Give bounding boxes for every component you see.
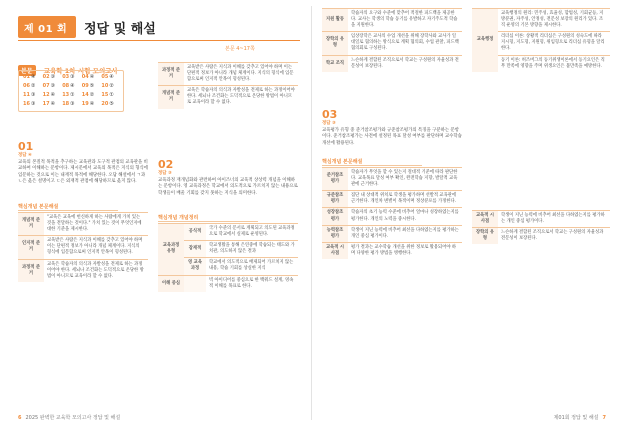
question-number: 01 xyxy=(18,140,34,153)
answer-key-cell: 10② xyxy=(101,83,114,89)
answer-key-cell: 06② xyxy=(23,83,36,89)
table-cell: 학교생활을 통해 은연중에 학습되는 태도와 가치관, 의도하지 않은 결과 xyxy=(206,241,298,258)
table-cell: 학생이 지닌 능력에 비추어 최선을 다하였는지를 평가하는 개인 중심 평가이다. xyxy=(498,211,610,228)
explanation-text: 교육의 본질적 목적을 추구하는 교육관과 도구적 관점의 교육관을 비교하여 이해하는 문항이다. 제시문에서 교육의 목적은 지식의 형식에 입문하는 것으로 이는 내재적 목적에 해당한다. 오답 해설에서 ㄱ과 ㄴ은 옳은 설명이고 ㄷ은 외재적 관점에 해당하므로 옳지 않다. xyxy=(18,160,148,184)
table-row xyxy=(322,191,462,208)
answer-key-row xyxy=(23,101,119,107)
answer-key-cell: 01④ xyxy=(23,74,36,80)
table-row xyxy=(322,9,462,32)
answer-line: 정답 ③ xyxy=(158,171,172,176)
table-cell: 교육받은 사람은 지식과 이해를 갖추고 있어야 하며 이는 단편적 정보가 아니라 개념 체계이다. 지식의 형식에 입문함으로써 인지적 안목이 형성된다. xyxy=(44,236,148,259)
support-table xyxy=(322,8,462,72)
table-row xyxy=(472,9,610,32)
table-cell: 국가 수준의 문서로 계획되고 의도된 교육과정으로 학교에서 실제로 운영된다. xyxy=(206,224,298,241)
concept-table-right xyxy=(158,62,298,109)
curriculum-table xyxy=(158,223,298,292)
table-cell: 빅 아이디어를 중심으로 한 백워드 설계, 영속적 이해를 목표로 한다. xyxy=(206,275,298,292)
right-page xyxy=(312,0,624,426)
table-row-header: 장학의 유형 xyxy=(472,228,498,245)
chapter-tab xyxy=(18,16,76,38)
footer-text: 제01회 정답 및 해설 xyxy=(553,415,599,421)
concept-table xyxy=(18,212,148,282)
table-subheader: 영 교육과정 xyxy=(184,258,206,275)
table-subheader: 공식적 xyxy=(184,224,206,241)
table-cell: 교육은 학습자의 의식과 자발성을 전제로 하는 과정이어야 한다. 세뇌나 조건화는 도덕적으로 온당한 방법이 아니므로 교육이라 할 수 없다. xyxy=(184,86,298,109)
answer-key-cell: 08④ xyxy=(62,83,75,89)
table-row-header: 교육과정 유형 xyxy=(158,224,184,276)
answer-key-cell: 17④ xyxy=(42,101,56,107)
table-cell: 리더십 이론: 상황적 리더십은 구성원의 성숙도에 따라 지시형, 지도형, 지원형, 위임형으로 리더십 유형을 달리한다. xyxy=(498,32,610,55)
answer-key-cell: 19④ xyxy=(81,101,95,107)
answer-key-cell: 20⑤ xyxy=(101,101,114,107)
administration-table xyxy=(472,8,610,72)
table-row-header: 개념적 준거 xyxy=(18,213,44,236)
answer-key-cell: 07③ xyxy=(42,83,56,89)
section-subhead: 핵심개념 개념정리 xyxy=(158,214,258,222)
table-row-header: 인지적 준거 xyxy=(18,236,44,259)
answer-key-cell: 04④ xyxy=(81,74,95,80)
answer-line: 정답 ③ xyxy=(322,121,336,126)
table-row xyxy=(322,208,462,225)
table-row-header: 교육행정 xyxy=(472,9,498,72)
table-row xyxy=(322,168,462,191)
table-row xyxy=(18,236,148,259)
question-number: 03 xyxy=(322,108,338,121)
table-cell: 느슨하게 결합된 조직으로서 학교는 구성원의 자율성과 전문성이 보장된다. xyxy=(498,228,610,245)
table-row xyxy=(158,275,298,292)
answer-key-grid xyxy=(18,70,124,112)
answer-key-cell: 13① xyxy=(62,92,75,98)
footer-right xyxy=(554,414,606,421)
answer-key-name: 교육학 1차 시험 모의고사 xyxy=(43,67,118,75)
table-row xyxy=(18,259,148,282)
footer-left xyxy=(18,414,120,421)
table-row-header: 이해 중심 xyxy=(158,275,184,292)
section-subhead: 핵심개념 본문해설 xyxy=(18,203,118,211)
table-row-header: 능력참조 평가 xyxy=(322,225,348,242)
section-subhead: 핵심개념 본문해설 xyxy=(322,158,422,166)
page-title: 정답 및 해설 xyxy=(84,22,156,37)
table-row xyxy=(472,228,610,245)
table-cell: 학습자의 요구와 수준에 맞추어 적절한 피드백을 제공한다. 교사는 학생의 학습 동기를 유발하고 자기주도적 학습을 지원한다. xyxy=(348,9,462,32)
answer-key-cell: 02③ xyxy=(42,74,56,80)
answer-key-row xyxy=(23,83,119,89)
table-row-header: 지원 활동 xyxy=(322,9,348,32)
table-row xyxy=(322,55,462,72)
footer-text: 2025 완벽한 교육학 모의고사 정답 및 해설 xyxy=(25,415,121,421)
table-cell: 학습자가 무엇을 할 수 있는지 절대적 기준에 따라 판단한다. 교육목표 달성 여부 확인, 완전학습 지향, 발달적 교육관에 근거한다. xyxy=(348,168,462,191)
answer-key-badge: 본문 xyxy=(18,65,36,76)
answer-key-cell: 18③ xyxy=(62,101,75,107)
header-divider xyxy=(18,40,300,41)
answer-line: 정답 ④ xyxy=(18,153,32,158)
explanation-text: 교육평가 유형 중 준거참조평가와 규준참조평가의 특징을 구분하는 문항이다. 준거참조평가는 사전에 설정된 목표 달성 여부를 판단하며 교수학습 개선에 활용된다. xyxy=(322,128,462,146)
page-number: 7 xyxy=(602,415,606,421)
table-row-header: 개념적 준거 xyxy=(158,86,184,109)
evaluation-table xyxy=(322,167,462,259)
answer-key-cell: 03③ xyxy=(62,74,75,80)
table-cell: 임상장학은 교사의 수업 개선을 위해 장학사와 교사가 일대일로 협의하는 방식으로 계획 협의회, 수업 관찰, 피드백 협의회로 구성된다. xyxy=(348,32,462,55)
page-range: 본문 4~17쪽 xyxy=(225,46,255,52)
table-row xyxy=(322,32,462,55)
table-cell: 교육은 학습자의 의식과 자발성을 전제로 하는 과정이어야 한다. 세뇌나 조건화는 도덕적으로 온당한 방법이 아니므로 교육이라 할 수 없다. xyxy=(44,259,148,282)
answer-key-cell: 09⑤ xyxy=(81,83,95,89)
table-row xyxy=(472,211,610,228)
table-subheader xyxy=(184,275,206,292)
table-row xyxy=(18,213,148,236)
table-row-header: 교육적 시사점 xyxy=(472,211,498,228)
answer-key-cell: 15① xyxy=(101,92,114,98)
answer-key-cell: 05④ xyxy=(101,74,114,80)
table-row xyxy=(322,242,462,259)
table-row-header: 교육적 시사점 xyxy=(322,242,348,259)
table-row xyxy=(158,224,298,241)
answer-key-cell: 16③ xyxy=(23,101,36,107)
table-cell: 동기 이론: 허즈버그의 동기위생이론에서 동기요인은 직무 만족에 영향을 주며 위생요인은 불만족을 예방한다. xyxy=(498,55,610,72)
table-row xyxy=(322,225,462,242)
table-row-header: 학교 조직 xyxy=(322,55,348,72)
table-row-header: 성장참조 평가 xyxy=(322,208,348,225)
chapter-tab-label: 제 01 회 xyxy=(24,24,68,35)
table-cell: 평가 결과는 교수학습 개선을 위한 정보로 활용되어야 하며 다양한 평가 방법을 병행한다. xyxy=(348,242,462,259)
table-cell: 학교에서 의도적으로 배제되어 가르치지 않는 내용, 학습 기회를 상실한 지식 xyxy=(206,258,298,275)
table-cell: "교육은 교육에 헌신하게 하는 사람에게 가치 있는 것을 전달하는 것이다." 가치 있는 것이 무엇인지에 대한 기준을 제시한다. xyxy=(44,213,148,236)
table-cell: 교육행정의 원리: 민주성, 효율성, 합법성, 기회균등, 지방분권, 자주성, 안정성, 전문성 보장의 원리가 있다. 조직 운영의 기본 방향을 제시한다. xyxy=(498,9,610,32)
table-subheader: 잠재적 xyxy=(184,241,206,258)
table-row-header: 장학의 유형 xyxy=(322,32,348,55)
table-row-header: 과정적 준거 xyxy=(158,63,184,86)
table-cell: 학생이 지닌 능력에 비추어 최선을 다하였는지를 평가하는 개인 중심 평가이다. xyxy=(348,225,462,242)
answer-key-cell: 12④ xyxy=(42,92,56,98)
table-row-header: 과정적 준거 xyxy=(18,259,44,282)
table-cell: 느슨하게 결합된 조직으로서 학교는 구성원의 자율성과 전문성이 보장된다. xyxy=(348,55,462,72)
explanation-text: 교육과정 재개념화와 관련하여 아이즈너의 교육적 상상력 개념을 이해하는 문항이다. 영 교육과정은 학교에서 의도적으로 가르치지 않는 내용으로 학생들이 배울 기회를 갖지 못하는 지식을 의미한다. xyxy=(158,178,298,196)
table-row xyxy=(158,63,298,86)
question-number: 02 xyxy=(158,158,174,171)
answer-key-row xyxy=(23,92,119,98)
table-cell: 집단 내 상대적 위치로 학생을 평가하며 선발적 교육관에 근거한다. 개인차 변별이 목적이며 정상분포를 가정한다. xyxy=(348,191,462,208)
table-row xyxy=(158,86,298,109)
administration-table-continued xyxy=(472,210,610,244)
answer-key-cell: 11③ xyxy=(23,92,36,98)
table-row-header: 규준참조 평가 xyxy=(322,191,348,208)
table-cell: 교육받은 사람은 지식과 이해를 갖추고 있어야 하며 이는 단편적 정보가 아니라 개념 체계이다. 지식의 형식에 입문함으로써 인지적 안목이 형성된다. xyxy=(184,63,298,86)
table-row-header: 준거참조 평가 xyxy=(322,168,348,191)
table-cell: 학습자의 초기 능력 수준에 비추어 얼마나 성장하였는지를 평가한다. 개인의 노력을 중시한다. xyxy=(348,208,462,225)
answer-key-cell: 14② xyxy=(81,92,95,98)
page-number: 6 xyxy=(18,415,22,421)
answer-key-row xyxy=(23,74,119,80)
